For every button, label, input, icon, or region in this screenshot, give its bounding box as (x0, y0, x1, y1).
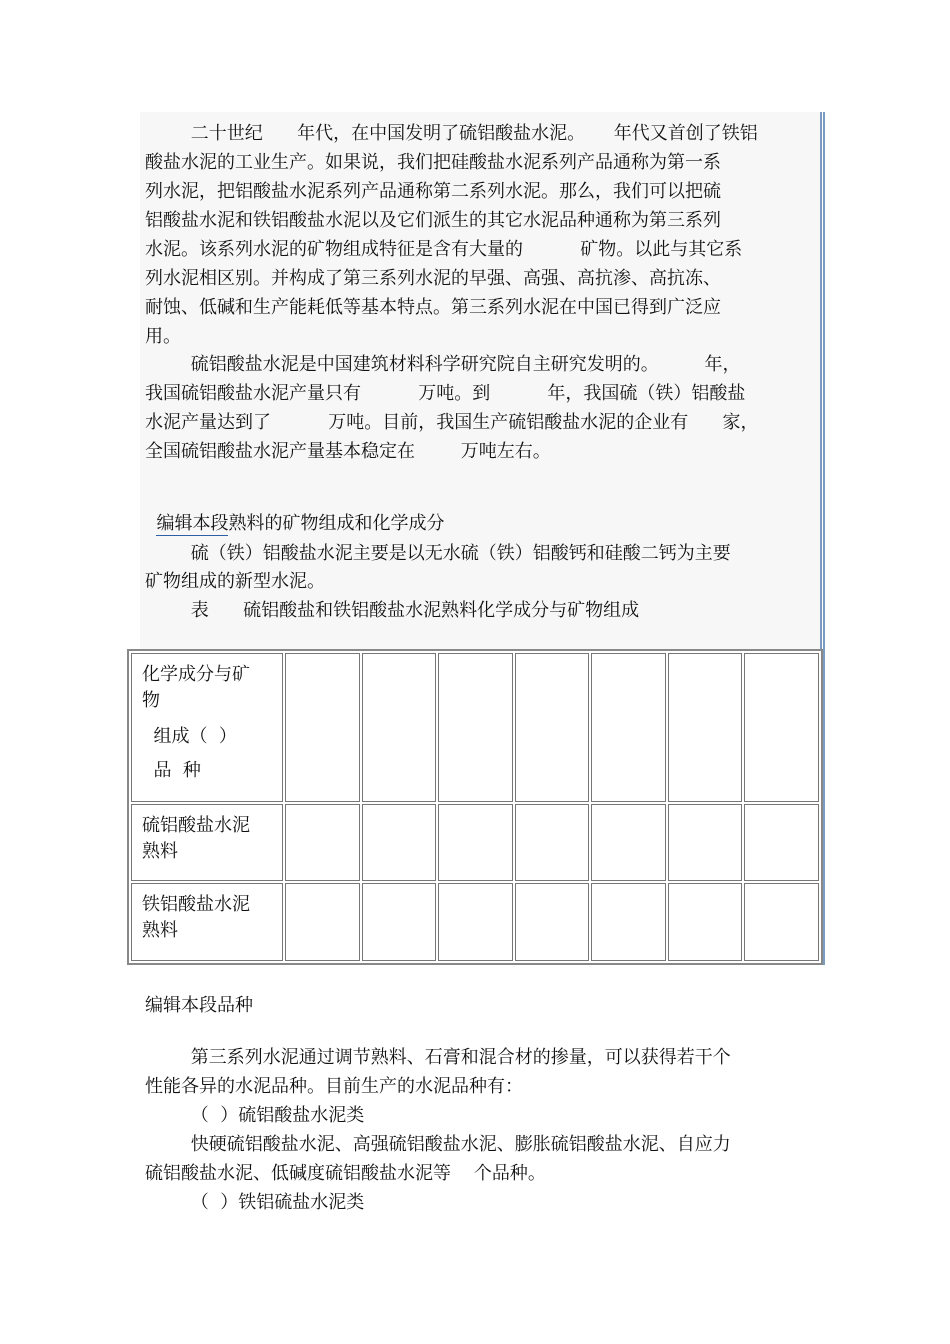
header-text: 化学成分与矿 (142, 664, 250, 685)
table-row-label (131, 804, 283, 882)
intro-line: 铝酸盐水泥和铁铝酸盐水泥以及它们派生的其它水泥品种通称为第三系列 (145, 210, 721, 231)
table-cell (515, 804, 590, 882)
row-label-text: 硫铝酸盐水泥 (142, 814, 250, 836)
row-label-text: 铁铝酸盐水泥 (142, 894, 250, 916)
table-cell (438, 804, 513, 882)
intro-line: 全国硫铝酸盐水泥产量基本稳定在 万吨左右。 (145, 441, 551, 462)
row-label-text: 熟料 (142, 920, 178, 942)
composition-table (127, 649, 823, 965)
panel-right-border (823, 112, 825, 965)
intro-line: 列水泥，把铝酸盐水泥系列产品通称第二系列水泥。那么，我们可以把硫 (145, 181, 721, 202)
table-cell (362, 653, 437, 802)
section2-line: 硫铝酸盐水泥、低碱度硫铝酸盐水泥等 个品种。 (145, 1163, 546, 1184)
intro-line: 水泥产量达到了 万吨。目前，我国生产硫铝酸盐水泥的企业有 家， (145, 412, 759, 433)
table-cell (285, 804, 360, 882)
table-cell (591, 804, 666, 882)
intro-line: 水泥。该系列水泥的矿物组成特征是含有大量的 矿物。以此与其它系 (145, 239, 743, 260)
intro-line: 我国硫铝酸盐水泥产量只有 万吨。到 年，我国硫（铁）铝酸盐 (145, 383, 746, 404)
edit-section-link[interactable]: 编辑本段 (156, 513, 229, 534)
section2-line: 第三系列水泥通过调节熟料、石膏和混合材的掺量，可以获得若干个 (145, 1047, 731, 1068)
header-text: 组成（ ） (142, 726, 237, 747)
intro-line: 酸盐水泥的工业生产。如果说，我们把硅酸盐水泥系列产品通称为第一系 (145, 152, 721, 173)
intro-line: 列水泥相区别。并构成了第三系列水泥的早强、高强、高抗渗、高抗冻、 (145, 268, 721, 289)
table-cell (438, 883, 513, 961)
intro-line: 二十世纪 年代，在中国发明了硫铝酸盐水泥。 年代又首创了铁铝 (145, 123, 758, 144)
header-text: 品 种 (142, 760, 201, 781)
table-cell (438, 653, 513, 802)
table-cell (285, 653, 360, 802)
table-cell (591, 653, 666, 802)
table-cell (744, 653, 819, 802)
intro-line: 硫铝酸盐水泥是中国建筑材料科学研究院自主研究发明的。 年， (145, 354, 741, 375)
table-cell (668, 804, 743, 882)
table-cell (515, 653, 590, 802)
table-cell (668, 883, 743, 961)
header-text: 物 (142, 690, 160, 711)
table-cell (362, 804, 437, 882)
section-heading-text: 熟料的矿物组成和化学成分 (228, 513, 445, 534)
table-cell (591, 883, 666, 961)
section2-line: （ ）硫铝酸盐水泥类 (145, 1105, 365, 1126)
table-cell (744, 804, 819, 882)
table-cell (668, 653, 743, 802)
section2-line: 性能各异的水泥品种。目前生产的水泥品种有： (145, 1076, 523, 1097)
row-label-text: 熟料 (142, 840, 178, 862)
section2-line: （ ）铁铝硫盐水泥类 (145, 1192, 365, 1213)
section1-line: 矿物组成的新型水泥。 (145, 571, 325, 592)
section-heading-varieties: 编辑本段品种 (145, 995, 253, 1016)
table-cell (515, 883, 590, 961)
table-row (131, 883, 819, 961)
section1-line: 硫（铁）铝酸盐水泥主要是以无水硫（铁）铝酸钙和硅酸二钙为主要 (145, 543, 731, 564)
table-row-label (131, 883, 283, 961)
table-cell (744, 883, 819, 961)
section-heading-composition (145, 488, 444, 535)
intro-line: 用。 (145, 326, 181, 347)
table-caption: 表 硫铝酸盐和铁铝酸盐水泥熟料化学成分与矿物组成 (145, 600, 640, 621)
section2-line: 快硬硫铝酸盐水泥、高强硫铝酸盐水泥、膨胀硫铝酸盐水泥、自应力 (145, 1134, 731, 1155)
table-header-cell (131, 653, 283, 802)
table-row (131, 804, 819, 882)
intro-line: 耐蚀、低碱和生产能耗低等基本特点。第三系列水泥在中国已得到广泛应 (145, 297, 721, 318)
table-header-row (131, 653, 819, 802)
table-cell (362, 883, 437, 961)
table-cell (285, 883, 360, 961)
